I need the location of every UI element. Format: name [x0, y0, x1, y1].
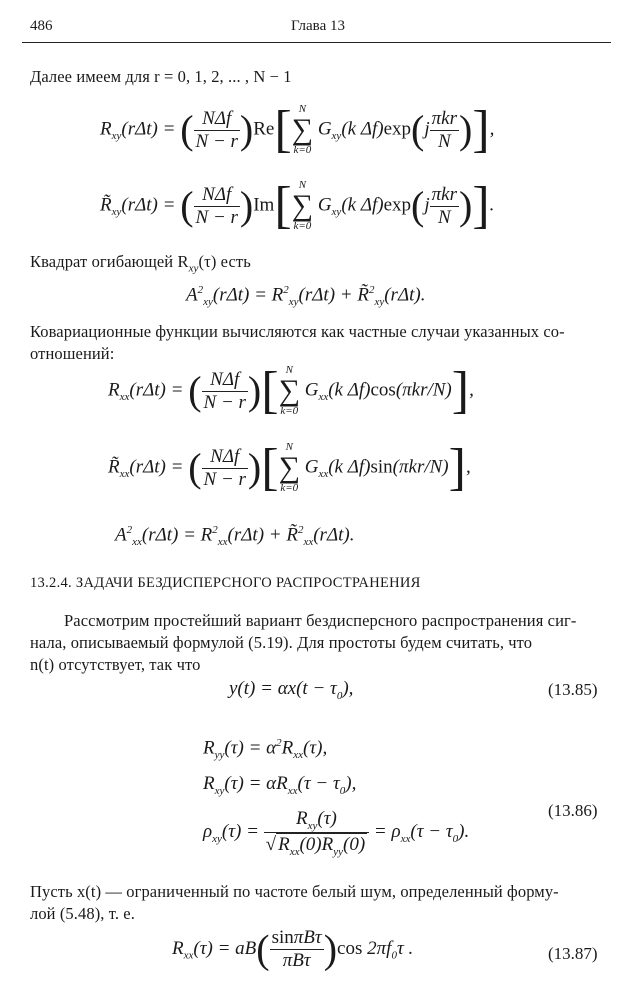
equation-rxy: $R_{xy}(r\Delta t)$ = ( $\frac{\text{NΔf}}{N - r}$ )Re[ N ∑ k=0 $G_{xy}(k$ Δf)exp(j $\frac{\text{πkr}}{N}$ )],	[100, 101, 495, 158]
paragraph1-line2: нала, описываемый формулой (5.19). Для простоты будем считать, что	[30, 633, 533, 652]
covariance-text-line2: отношений:	[30, 344, 115, 363]
equation-rxy-shift: $R_{xy}(\tau) = \alpha R_{xx}(\tau - \tau_0)$,	[203, 773, 357, 797]
equation-number-13-87: (13.87)	[548, 944, 598, 963]
covariance-text-line1: Ковариационные функции вычисляются как частные случаи указанных со-	[30, 322, 565, 341]
equation-13-85: $y(t) = \alpha x(t - \tau_0)$,	[229, 678, 354, 702]
equation-13-87: $R_{xx}(\tau) = aB$( $\frac{\text{sinπBτ}}{\text{πBτ}}$ )cos $2\pi f_0\tau$ .	[172, 926, 414, 972]
equation-rxx: $R_{xx}(r\Delta t)$ = ( $\frac{\text{NΔf}}{N - r}$ )[ N ∑ k=0 $G_{xx}(k$ Δf)cos(πkr/N)],	[108, 362, 474, 419]
equation-rho-xy: $\rho_{xy}(\tau)$ = $\frac{R_{xy}(\tau)}{√ R_{xx}(0)R_{yy}(0)}$ = $\rho_{xx}(\tau - \tau_0)$.	[203, 808, 470, 858]
equation-rxy-tilde: $R̃_{xy}(r\Delta t)$ = ( $\frac{\text{NΔf}}{N - r}$ )Im[ N ∑ k=0 $G_{xy}(k$ Δf)exp(j $\frac{\text{πkr}}{N}$ )].	[100, 177, 495, 234]
equation-number-13-86: (13.86)	[548, 801, 598, 820]
paragraph2-line2: лой (5.48), т. е.	[30, 904, 135, 923]
paragraph2-line1: Пусть x(t) — ограниченный по частоте белый шум, определенный форму-	[30, 882, 559, 901]
equation-rxx-tilde: $R̃_{xx}(r\Delta t)$ = ( $\frac{\text{NΔf}}{N - r}$ )[ N ∑ k=0 $G_{xx}(k$ Δf)sin(πkr/N)],	[108, 439, 471, 496]
envelope-text: Квадрат огибающей $R_{xy}(\tau)$ есть	[30, 252, 251, 275]
page-number: 486	[30, 18, 53, 34]
header-rule	[22, 42, 611, 43]
paragraph1-line1: Рассмотрим простейший вариант бездисперсного распространения сиг-	[64, 611, 577, 630]
equation-ryy: $R_{yy}(\tau) = \alpha^2R_{xx}(\tau)$,	[203, 737, 328, 762]
chapter-title: Глава 13	[291, 18, 345, 34]
equation-number-13-85: (13.85)	[548, 680, 598, 699]
section-heading: 13.2.4. ЗАДАЧИ БЕЗДИСПЕРСНОГО РАСПРОСТРАНЕНИЯ	[30, 575, 421, 591]
equation-a2xy: $A^2_{xy}(r\Delta t) = R^2_{xy}(r\Delta t)$ + R̃$^2_{xy}$(rΔt).	[186, 284, 426, 309]
paragraph1-line3: n(t) отсутствует, так что	[30, 655, 201, 674]
intro-text: Далее имеем для r = 0, 1, 2, ... , N − 1	[30, 67, 292, 86]
equation-a2xx: $A^2_{xx}(r\Delta t) = R^2_{xx}(r\Delta t)$ + R̃$^2_{xx}$(rΔt).	[115, 524, 355, 549]
